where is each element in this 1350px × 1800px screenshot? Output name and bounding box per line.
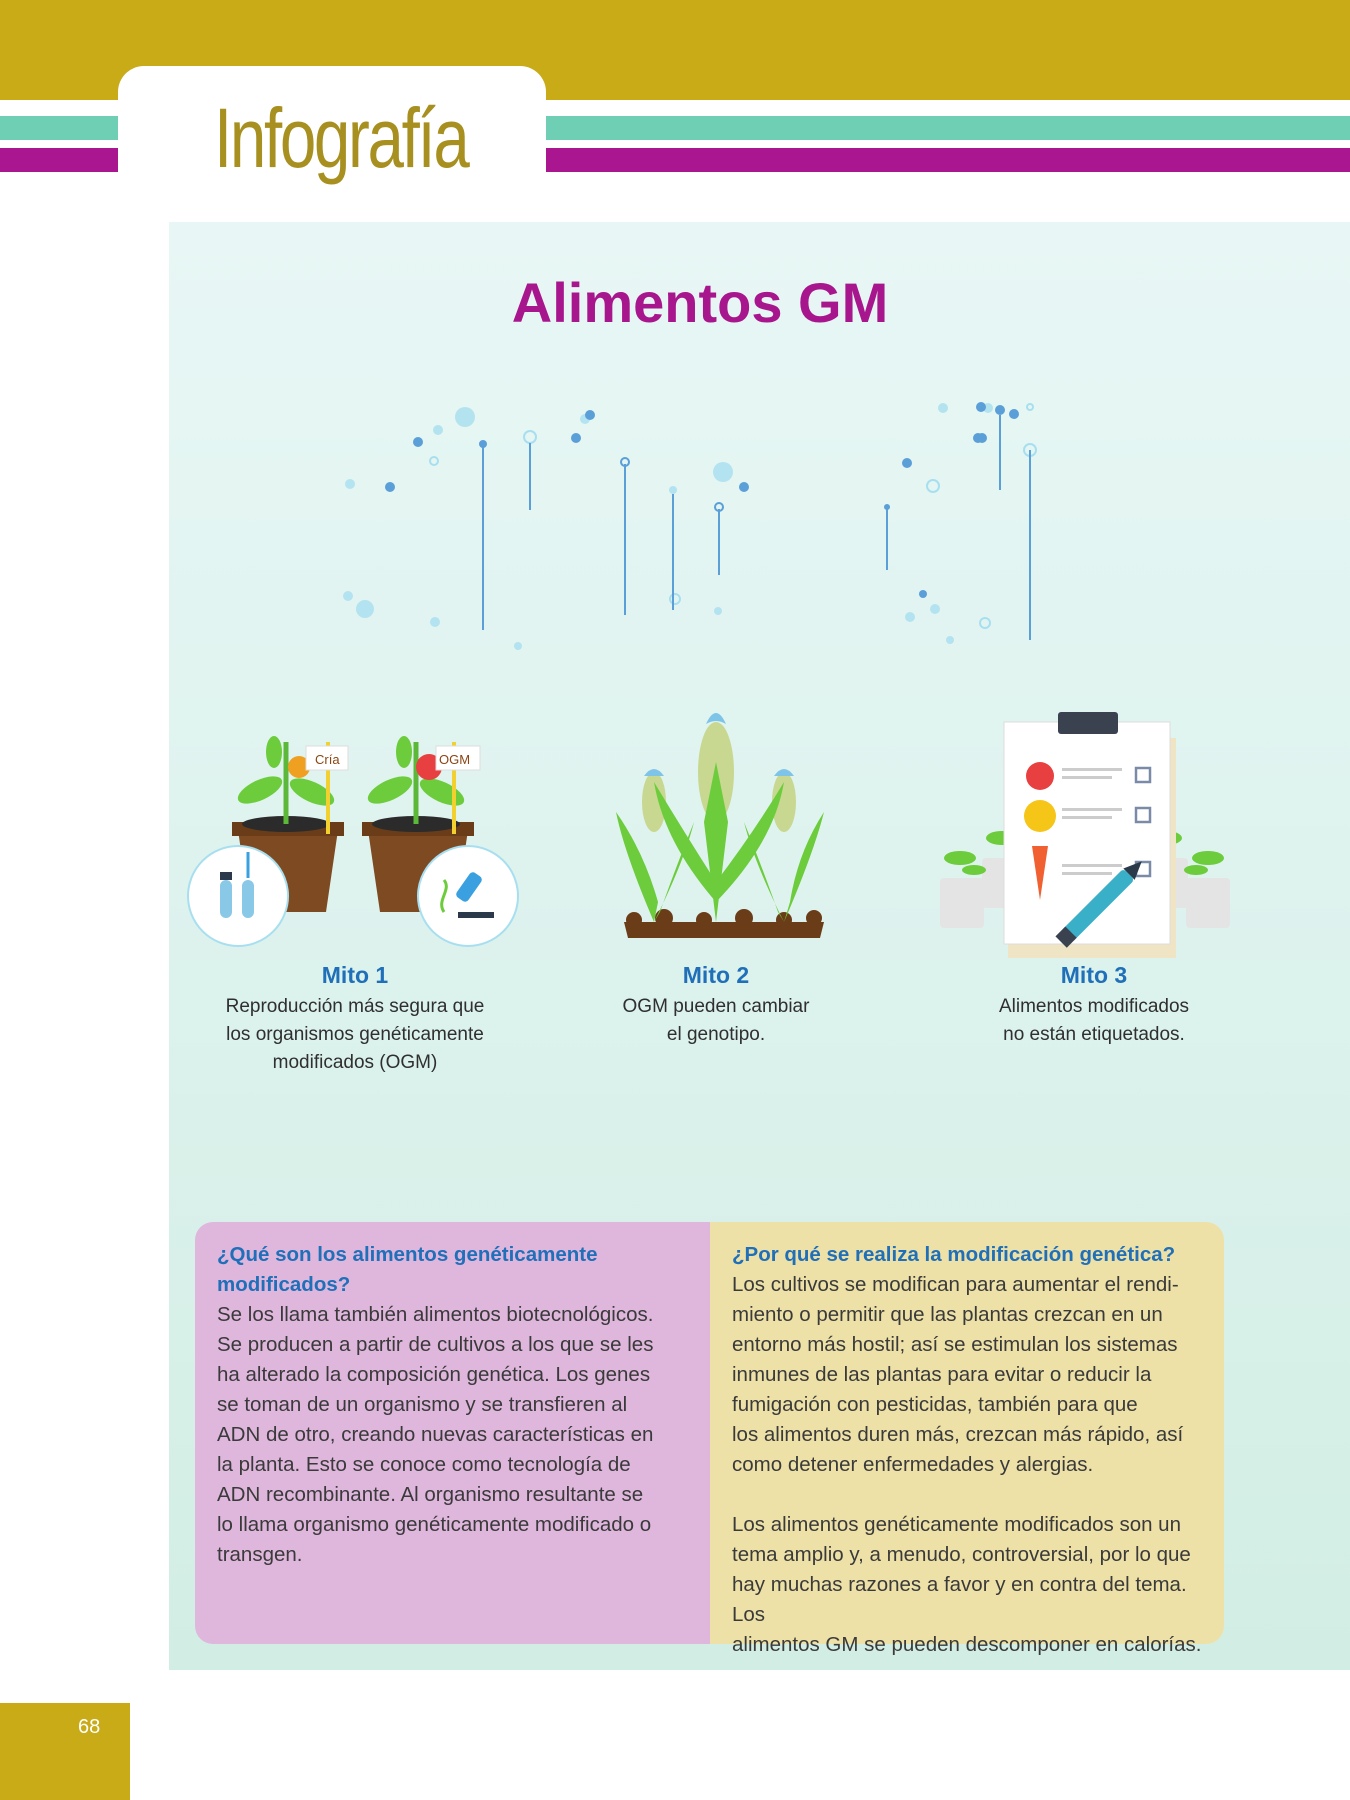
page-title: Alimentos GM xyxy=(511,271,889,334)
myth-1 xyxy=(190,962,520,1077)
body-line: la planta. Esto se conoce como tecnología de xyxy=(217,1453,631,1476)
body-line: tema amplio y, a menudo, controversial, por lo que xyxy=(732,1543,1191,1566)
myth-2-title: Mito 2 xyxy=(682,962,750,988)
info-box-why xyxy=(710,1222,1224,1656)
myth-2-line: el genotipo. xyxy=(666,1024,766,1045)
body-line: Se producen a partir de cultivos a los que se les xyxy=(217,1333,654,1356)
myth-2-line: OGM pueden cambiar xyxy=(622,996,810,1017)
myth-3-text xyxy=(944,993,1244,1049)
myth-1-line: modificados (OGM) xyxy=(272,1052,438,1073)
body-line: Se los llama también alimentos biotecnológicos. xyxy=(217,1303,654,1326)
plants-in-pots-illustration xyxy=(186,712,522,952)
body-line: Los cultivos se modifican para aumentar el rendi- xyxy=(732,1273,1179,1296)
body-line: los alimentos duren más, crezcan más rápido, así xyxy=(732,1423,1184,1446)
body-line: ADN recombinante. Al organismo resultante se xyxy=(217,1483,644,1506)
myth-3-line: no están etiquetados. xyxy=(1003,1024,1185,1045)
myth-2 xyxy=(566,962,866,1049)
body-line: alimentos GM se pueden descomponer en calorías. xyxy=(732,1633,1202,1656)
myth-1-line: Reproducción más segura que xyxy=(225,996,485,1017)
body-line: lo llama organismo genéticamente modificado o xyxy=(217,1513,652,1536)
myth-1-text xyxy=(190,993,520,1077)
body-line: entorno más hostil; así se estimulan los sistemas xyxy=(732,1333,1178,1356)
question-line: modificados? xyxy=(217,1273,351,1296)
body-line: fumigación con pesticidas, también para que xyxy=(732,1393,1138,1416)
info-box-why-para-1 xyxy=(732,1270,1204,1480)
body-line: ha alterado la composición genética. Los genes xyxy=(217,1363,651,1386)
tag-ogm: OGM xyxy=(439,752,471,767)
myth-3-line: Alimentos modificados xyxy=(998,996,1190,1017)
info-box-what-question xyxy=(217,1240,688,1300)
body-line: miento o permitir que las plantas crezcan en un xyxy=(732,1303,1163,1326)
tag-cria: Cría xyxy=(315,752,340,767)
body-line: ADN de otro, creando nuevas características en xyxy=(217,1423,654,1446)
info-box-why-question: ¿Por qué se realiza la modificación genética? xyxy=(732,1243,1176,1266)
info-box-what-body xyxy=(217,1300,688,1570)
question-line: ¿Qué son los alimentos genéticamente xyxy=(217,1243,598,1266)
myth-1-title: Mito 1 xyxy=(321,962,389,988)
body-line: hay muchas razones a favor y en contra del tema. Los xyxy=(732,1573,1187,1626)
body-line: Los alimentos genéticamente modificados son un xyxy=(732,1513,1181,1536)
myth-2-text xyxy=(566,993,866,1049)
body-line: inmunes de las plantas para evitar o reducir la xyxy=(732,1363,1152,1386)
body-line: transgen. xyxy=(217,1543,303,1566)
body-line: se toman de un organismo y se transfieren al xyxy=(217,1393,628,1416)
section-label: Infografía xyxy=(214,91,468,185)
page-number: 68 xyxy=(78,1716,101,1738)
corn-field-illustration xyxy=(614,702,834,942)
checklist-illustration xyxy=(938,708,1238,968)
dots-decoration xyxy=(330,390,1160,690)
info-box-what xyxy=(195,1222,710,1644)
info-box-why-para-2 xyxy=(732,1510,1204,1660)
page-number-tab xyxy=(0,1703,130,1800)
body-line: como detener enfermedades y alergias. xyxy=(732,1453,1094,1476)
myth-3-title: Mito 3 xyxy=(1060,962,1128,988)
myth-3 xyxy=(944,962,1244,1049)
myth-1-line: los organismos genéticamente xyxy=(226,1024,484,1045)
